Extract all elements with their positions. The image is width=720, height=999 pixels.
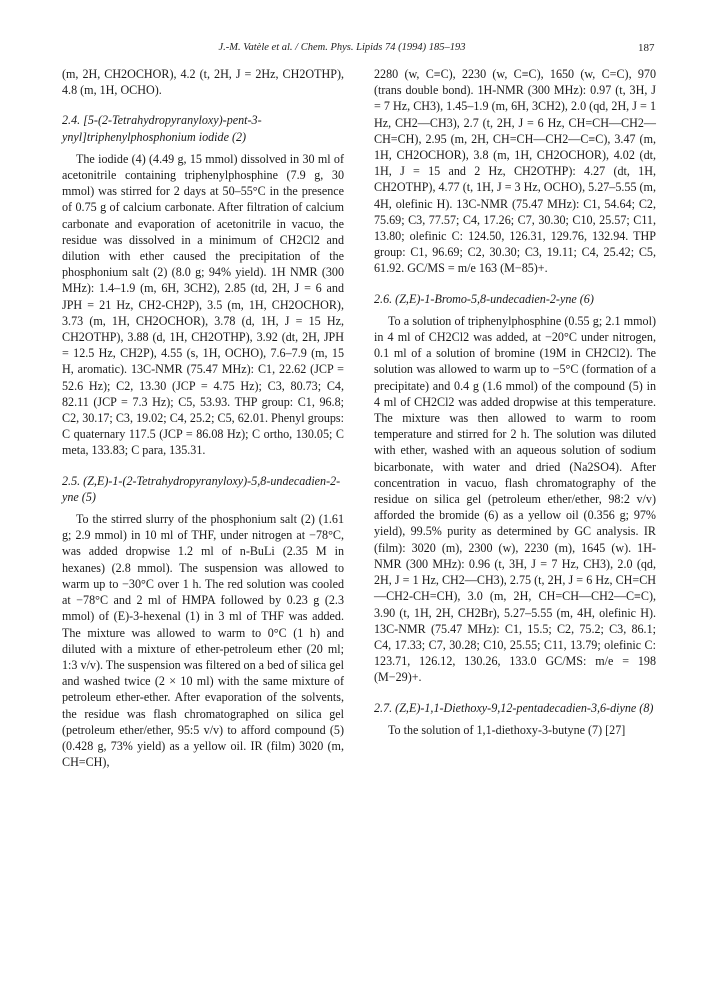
section-heading-2-4: 2.4. [5-(2-Tetrahydropyranyloxy)-pent-3-ynyl]triphenylphosphonium iodide (2) [62, 113, 262, 144]
section-body-2-6: To a solution of triphenylphosphine (0.55 g; 2.1 mmol) in 4 ml of CH2Cl2 was added, at −20°C under nitrogen, 0.1 ml of a solution of bromine (19M in CH2Cl2). The solution was allowed to warm up to −5°C (formation of a precipitate) and 0.4 g (1.6 mmol) of the compound (5) in 4 ml of CH2Cl2 was added dropwise at this temperature. The mixture was then allowed to warm to room temperature and stirred for 2 h. The solution was diluted with ether, washed with an aqueous solution of sodium bicarbonate, with water and dried (Na2SO4). After concentration in vacuo, flash chromatography of the residue on silica gel (petroleum ether/ether, 98:2 v/v) afforded the bromide (6) as a yellow oil (0.356 g; 97% yield), 99.5% purity as determined by GC analysis. IR (film): 3020 (m), 2300 (w), 2230 (m), 1645 (w). 1H-NMR (300 MHz): 0.96 (t, 3H, J = 7 Hz, CH3), 2.0 (qd, 2H, J = 1 Hz, CH2—CH3), 2.75 (t, 2H, J = 6 Hz, CH=CH—CH2-CH=CH), 3.0 (m, 2H, CH=CH—CH2—C≡C), 3.90 (t, 1H, 2H, CH2Br), 5.27–5.55 (m, 4H, olefinic H). 13C-NMR (75.47 MHz): C1, 15.5; C2, 75.2; C3, 86.1; C4, 17.33; C7, 30.28; C10, 25.55; C11, 13.79; olefinic C: 123.71, 126.12, 130.26, 133.0 GC/MS: m/e = 198 (M−29)+. [374, 313, 656, 685]
page-number: 187 [638, 42, 655, 54]
section-body-2-5: To the stirred slurry of the phosphonium salt (2) (1.61 g; 2.9 mmol) in 10 ml of THF, under nitrogen at −78°C, was added dropwise 1.2 ml of n-BuLi (2.35 M in hexanes) (2.8 mmol). The suspension was allowed to warm up to −30°C over 1 h. The red solution was cooled at −78°C and 2 ml of HMPA followed by 0.23 g (2.3 mmol) of (E)-3-hexenal (1) in 3 ml of THF was added. The mixture was allowed to warm to 0°C (1 h) and diluted with a mixture of ether-petroleum ether (20 ml; 1:3 v/v). The suspension was filtered on a bed of silica gel and washed twice (2 × 10 ml) with the same mixture of petroleum ether-ether. After evaporation of the solvents, the residue was flash chromatographed on silica gel (petroleum ether/ether, 95:5 v/v) to afford compound (5) (0.428 g, 73% yield) as a yellow oil. IR (film) 3020 (m, CH=CH), [62, 512, 344, 770]
section-body-2-7: To the solution of 1,1-diethoxy-3-butyne (7) [27] [388, 722, 626, 737]
section-heading-2-7: 2.7. (Z,E)-1,1-Diethoxy-9,12-pentadecadien-3,6-diyne (8) [374, 700, 654, 715]
paragraph-continuation-2-5: 2280 (w, C≡C), 2230 (w, C≡C), 1650 (w, C=C), 970 (trans double bond). 1H-NMR (300 MHz): 0.97 (t, 3H, J = 7 Hz, CH3), 1.45–1.9 (m, 6H, 3CH2), 2.0 (qd, 2H, J = 1 Hz, CH2—CH3), 2.7 (t, 2H, J = 6 Hz, CH=CH—CH2—CH=CH), 2.95 (m, 2H, CH=CH—CH2—C≡C), 3.47 (m, 1H, CH2OCHOR), 3.8 (m, 1H, CH2OCHOR), 4.02 (dt, 1H, J = 15 and 2 Hz, CH2OTHP): 4.27 (dt, 1H, CH2OTHP), 4.77 (t, 1H, J = 3 Hz, OCHO), 5.27–5.55 (m, 4H, olefinic H). 13C-NMR (75.47 MHz): C1, 54.64; C2, 75.69; C3, 77.57; C4, 17.26; C7, 30.30; C10, 25.57; C11, 13.80; olefinic C: 124.50, 126.31, 129.76, 132.94. THP group: C1, 96.69; C2, 30.30; C3, 19.11; C4, 25.42; C5, 61.92. GC/MS = m/e 163 (M−85)+. [374, 67, 656, 276]
paragraph-continuation: (m, 2H, CH2OCHOR), 4.2 (t, 2H, J = 2Hz, CH2OTHP), 4.8 (m, 1H, OCHO). [62, 67, 344, 98]
right-column [374, 66, 656, 738]
section-body-2-4: The iodide (4) (4.49 g, 15 mmol) dissolved in 30 ml of acetonitrile containing triphenylphosphine (7.9 g, 30 mmol) was stirred for 2 days at 50–55°C in the presence of 0.75 g of calcium carbonate. After filtration of calcium carbonate and evaporation of acetonitrile in vacuo, the residue was dissolved in a minimum of CH2Cl2 and dilution with ether caused the precipitation of the phosphonium salt (2) (8.0 g; 94% yield). 1H NMR (300 MHz): 1.4–1.9 (m, 6H, 3CH2), 2.85 (td, 2H, J = 6 and JPH = 21 Hz, CH2-CH2P), 3.5 (m, 1H, CH2OCHOR), 3.73 (m, 1H, CH2OCHOR), 3.78 (d, 1H, J = 15 Hz, CH2OTHP), 3.88 (d, 1H, CH2OTHP), 3.92 (dt, 2H, JPH = 12.5 Hz, CH2P), 4.55 (s, 1H, OCHO), 7.6–7.9 (m, 15 H, aromatic). 13C-NMR (75.47 MHz): C1, 22.62 (JCP = 52.6 Hz); C2, 13.30 (JCP = 4.75 Hz); C3, 80.73; C4, 82.11 (JCP = 7.3 Hz); C5, 53.93. THP group: C1, 96.8; C2, 30.17; C3, 19.02; C4, 25.2; C5, 62.01. Phenyl groups: C quaternary 117.5 (JCP = 86.08 Hz); C ortho, 130.05; C meta, 133.83; C para, 135.31. [62, 151, 344, 458]
left-column [62, 66, 344, 770]
section-heading-2-5: 2.5. (Z,E)-1-(2-Tetrahydropyranyloxy)-5,8-undecadien-2-yne (5) [62, 473, 341, 504]
running-head: J.-M. Vatèle et al. / Chem. Phys. Lipids 74 (1994) 185–193 [218, 42, 466, 53]
section-heading-2-6: 2.6. (Z,E)-1-Bromo-5,8-undecadien-2-yne (6) [374, 291, 594, 306]
